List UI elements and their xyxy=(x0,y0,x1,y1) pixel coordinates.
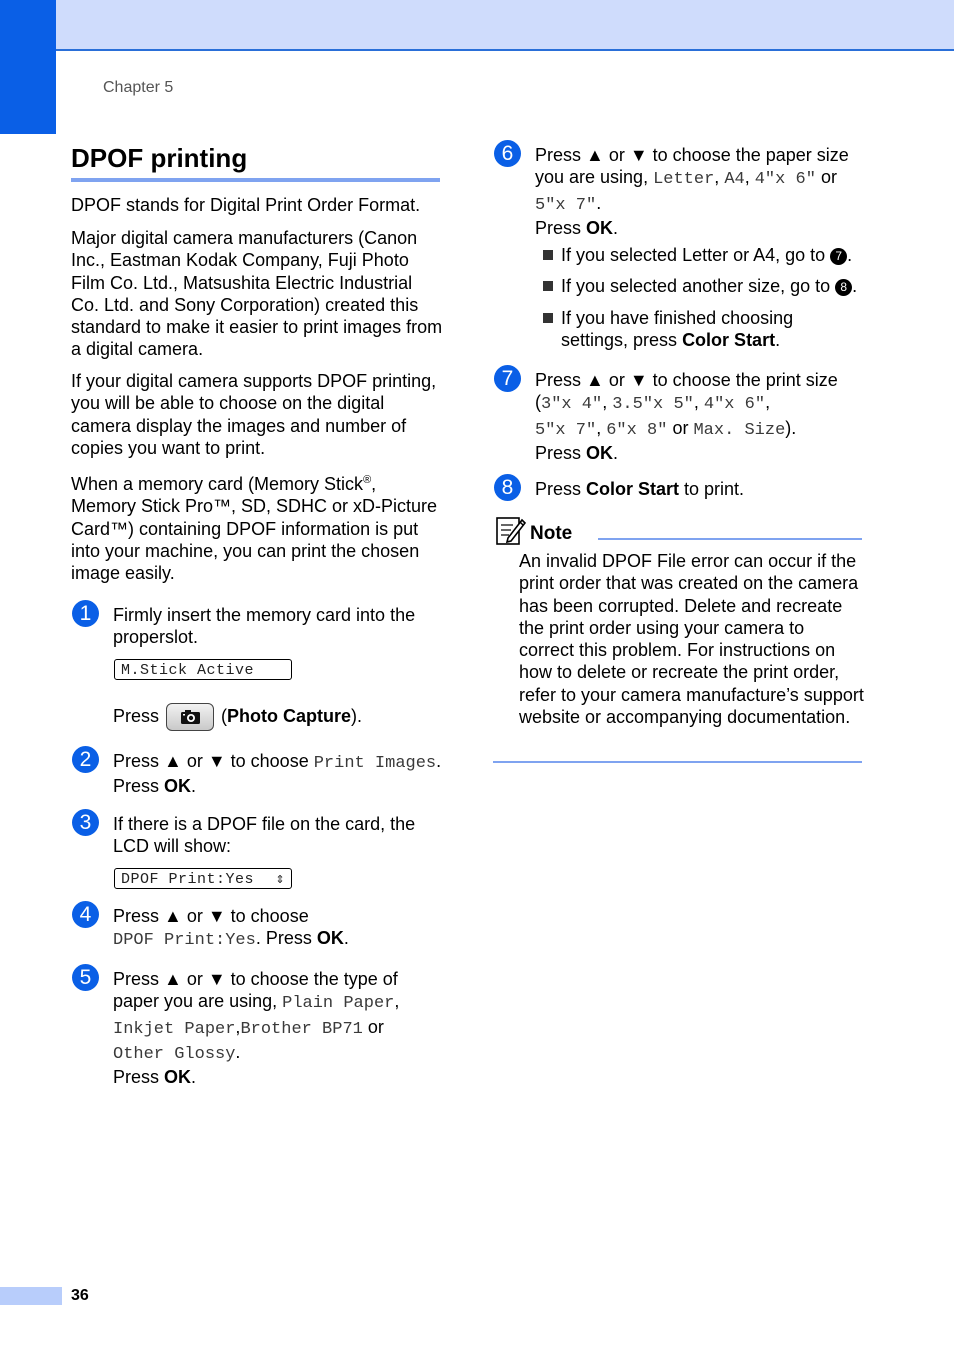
note-rule-top xyxy=(598,538,862,540)
step-number-4: 4 xyxy=(72,901,99,928)
step-1-press-line: Press (Photo Capture). xyxy=(113,702,443,731)
step-number-3: 3 xyxy=(72,809,99,836)
step-4-text: Press ▲ or ▼ to choose DPOF Print:Yes. Press OK. xyxy=(113,906,349,951)
step-number-8: 8 xyxy=(494,474,521,501)
intro-paragraph-1: DPOF stands for Digital Print Order Format. xyxy=(71,195,421,215)
header-band xyxy=(0,0,954,51)
step-6-text: Press ▲ or ▼ to choose the paper size you are using, Letter, A4, 4"x 6" or 5"x 7". Press OK. xyxy=(535,145,849,238)
step-number-5: 5 xyxy=(72,964,99,991)
step-number-1: 1 xyxy=(72,600,99,627)
lcd-display-dpof-print: DPOF Print:Yes ⇕ xyxy=(114,868,292,889)
note-title: Note xyxy=(530,523,573,544)
step-8-text: Press Color Start to print. xyxy=(535,479,745,499)
up-down-arrow-icon: ⇕ xyxy=(275,871,285,888)
step-3-text: If there is a DPOF file on the card, the LCD will show: xyxy=(113,814,416,857)
step-ref-8: 8 xyxy=(835,279,852,296)
chapter-tab xyxy=(0,0,56,134)
step-number-2: 2 xyxy=(72,746,99,773)
step-6-bullet-1: If you selected Letter or A4, go to 7 . xyxy=(543,244,891,266)
note-pencil-icon xyxy=(495,515,527,547)
note-body: An invalid DPOF File error can occur if the print order that was created on the camera has been corrupted. Delete and recreate the print order using your camera to correct this problem. For instructions on how to delete or recreate the print order, refer to your camera manufacture’s support website or accompanying documentation. xyxy=(519,551,864,728)
step-6-bullet-3: If you have finished choosing settings, press Color Start. xyxy=(543,307,821,352)
page-number-band xyxy=(0,1287,62,1305)
square-bullet-icon xyxy=(543,250,553,260)
square-bullet-icon xyxy=(543,281,553,291)
title-rule xyxy=(71,178,440,182)
section-title: DPOF printing xyxy=(71,143,248,173)
page-number: 36 xyxy=(71,1287,89,1304)
step-2-text: Press ▲ or ▼ to choose Print Images. Press OK. xyxy=(113,751,442,797)
intro-paragraph-4: When a memory card (Memory Stick®, Memory Stick Pro™, SD, SDHC or xD-Picture Card™) containing DPOF information is put into your machine, you can print the chosen image easily. xyxy=(71,474,438,584)
step-1-text: Firmly insert the memory card into the properslot. xyxy=(113,605,416,648)
square-bullet-icon xyxy=(543,313,553,323)
step-number-6: 6 xyxy=(494,140,521,167)
intro-paragraph-3: If your digital camera supports DPOF printing, you will be able to choose on the digital camera display the images and number of copies you want to print. xyxy=(71,371,437,458)
step-5-text: Press ▲ or ▼ to choose the type of paper you are using, Plain Paper, Inkjet Paper,Brother BP71 or Other Glossy. Press OK. xyxy=(113,969,400,1088)
step-number-7: 7 xyxy=(494,365,521,392)
step-ref-7: 7 xyxy=(830,248,847,265)
intro-paragraph-2: Major digital camera manufacturers (Canon Inc., Eastman Kodak Company, Fuji Photo Film Co. Ltd., Matsushita Electric Industrial Co. Ltd. and Sony Corporation) created this standard to make it easier to print images from a digital camera. xyxy=(71,228,443,360)
lcd-display-stick-active: M.Stick Active xyxy=(114,659,292,680)
chapter-label: Chapter 5 xyxy=(103,79,174,96)
step-7-text: Press ▲ or ▼ to choose the print size (3"x 4", 3.5"x 5", 4"x 6", 5"x 7", 6"x 8" or Max. Size). Press OK. xyxy=(535,370,838,463)
camera-icon xyxy=(167,704,213,730)
step-6-bullet-2: If you selected another size, go to 8 . xyxy=(543,275,891,297)
note-rule-bottom xyxy=(493,761,862,763)
photo-capture-button xyxy=(166,703,214,731)
